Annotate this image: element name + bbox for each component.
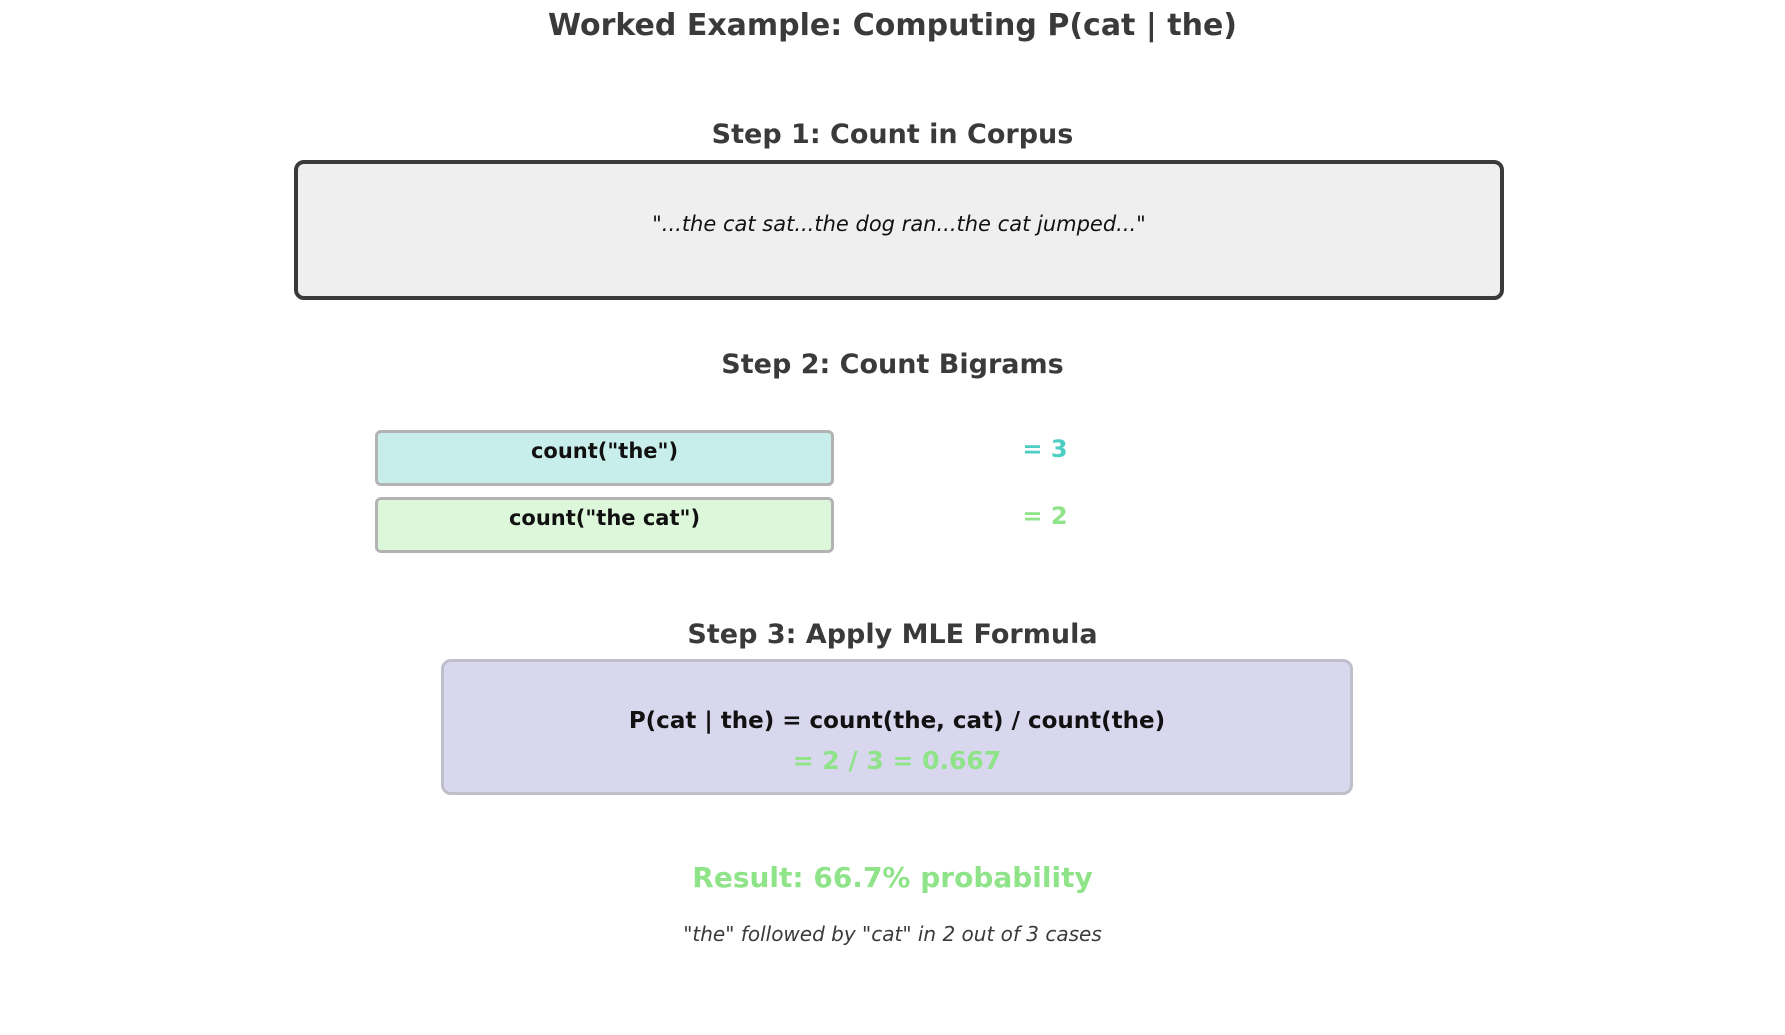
corpus-text: "...the cat sat...the dog ran...the cat jumped..." <box>652 212 1146 236</box>
count-the-label: count("the") <box>530 439 679 463</box>
mle-formula: P(cat | the) = count(the, cat) / count(the) <box>628 708 1166 734</box>
count-the-cat-box <box>375 497 834 553</box>
formula-result: = 2 / 3 = 0.667 <box>792 746 1002 775</box>
step3-heading: Step 3: Apply MLE Formula <box>687 619 1098 650</box>
count-the-cat-label: count("the cat") <box>508 506 701 530</box>
count-the-cat-value: = 2 <box>1022 502 1068 530</box>
formula-box <box>441 659 1353 795</box>
step2-heading: Step 2: Count Bigrams <box>721 349 1064 380</box>
count-the-box <box>375 430 834 486</box>
page-title: Worked Example: Computing P(cat | the) <box>547 8 1238 43</box>
count-the-value: = 3 <box>1022 435 1068 463</box>
result-text: Result: 66.7% probability <box>692 861 1093 894</box>
corpus-box <box>294 160 1504 300</box>
step1-heading: Step 1: Count in Corpus <box>711 119 1074 150</box>
result-caption: "the" followed by "cat" in 2 out of 3 cases <box>683 922 1102 946</box>
